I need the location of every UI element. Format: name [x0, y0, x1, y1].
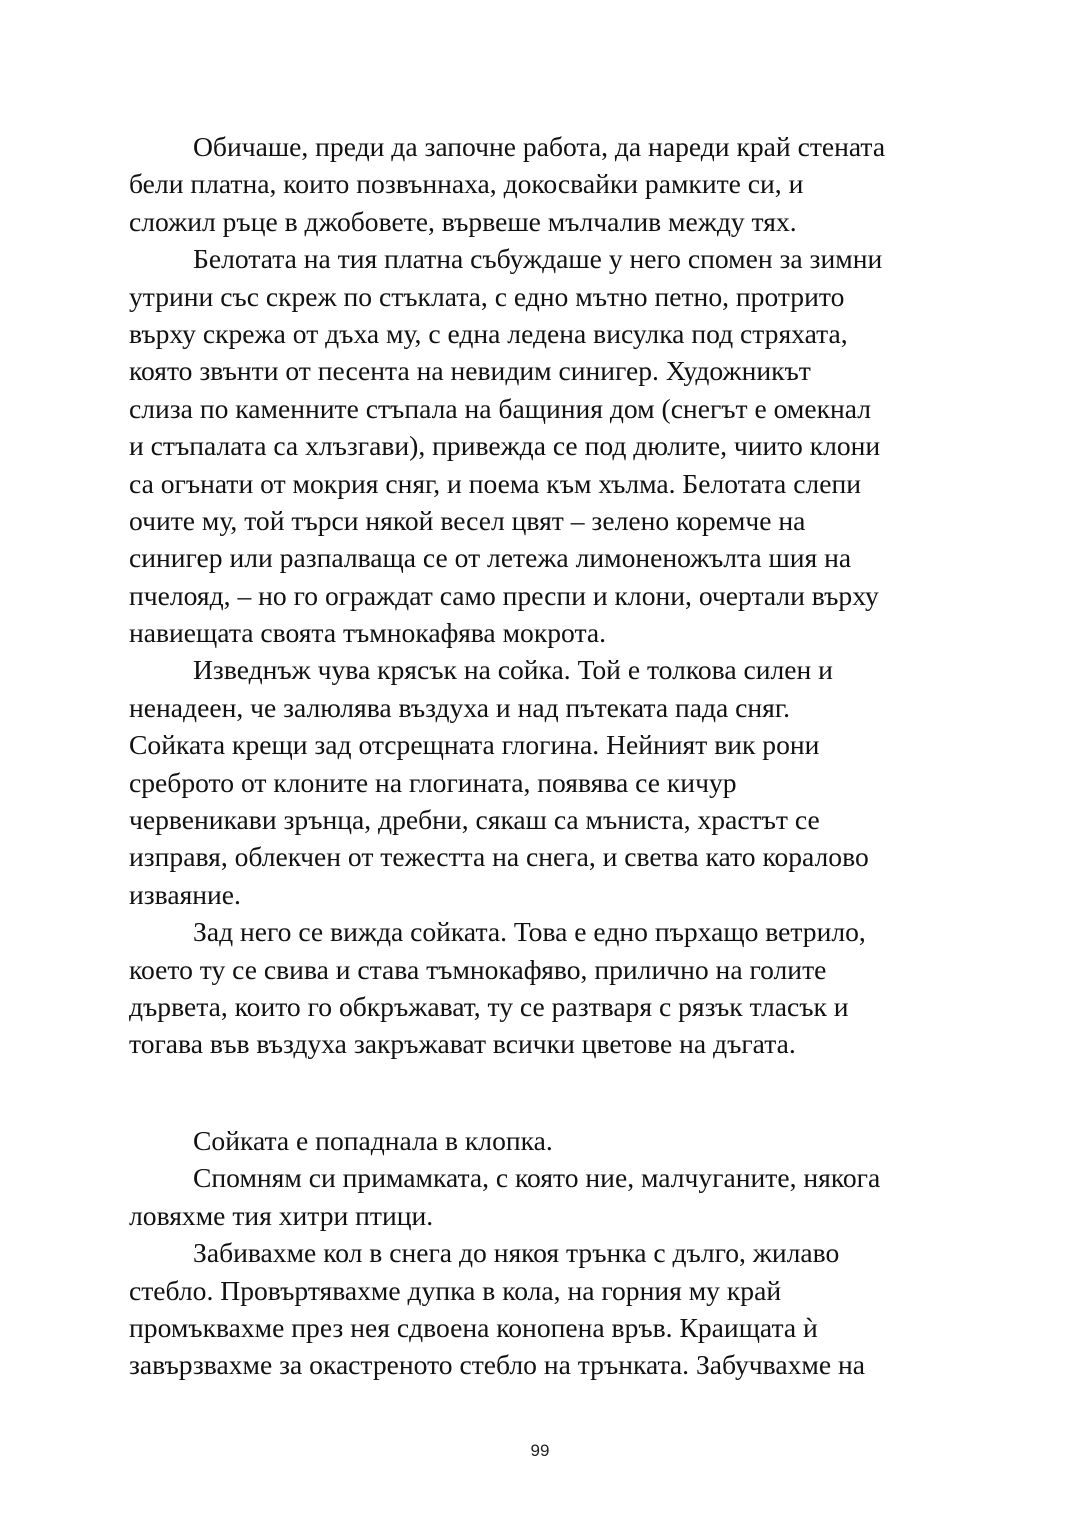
text-line: което ту се свива и става тъмнокафяво, прилично на голите [129, 953, 827, 985]
text-line: Спомням си примамката, с която ние, малчуганите, някога [193, 1162, 881, 1194]
text-line: изваяние. [129, 878, 241, 910]
text-line: и стъпалата са хлъзгави), привежда се под дюлите, чиито клони [129, 430, 881, 462]
text-line: ловяхме тия хитри птици. [129, 1199, 434, 1231]
text-line: слиза по каменните стъпала на бащиния дом (снегът е омекнал [129, 392, 872, 424]
text-line: стебло. Провъртявахме дупка в кола, на горния му край [129, 1274, 782, 1306]
text-line: синигер или разпалваща се от летежа лимоненожълта шия на [129, 542, 852, 574]
text-line: завързвахме за окастреното стебло на трънката. Забучвахме на [129, 1349, 866, 1381]
text-line: сложил ръце в джобовете, вървеше мълчалив между тях. [129, 205, 797, 237]
text-line: Обичаше, преди да започне работа, да нареди край стената [193, 131, 886, 162]
text-line: Сойката е попаднала в клопка. [193, 1125, 553, 1156]
text-line: Белотата на тия платна събуждаше у него спомен за зимни [193, 243, 883, 275]
text-line: ненадеен, че залюлява въздуха и над пътеката пада сняг. [129, 691, 790, 723]
text-line: Сойката крещи зад отсрещната глогина. Нейният вик рони [129, 729, 820, 761]
text-line: бели платна, които позвъннаха, докосвайки рамките си, и [129, 168, 804, 200]
text-line: утрини със скреж по стъклата, с едно мътно петно, протрито [129, 280, 845, 312]
text-line: промъквахме през нея сдвоена конопена връв. Краищата ѝ [129, 1311, 818, 1343]
text-line: пчелояд, – но го ограждат само преспи и клони, очертали върху [129, 579, 879, 611]
text-line: изправя, облекчен от тежестта на снега, и светва като коралово [129, 841, 869, 873]
text-line: са огънати от мокрия сняг, и поема към хълма. Белотата слепи [129, 467, 861, 499]
page-number: 99 [530, 1441, 550, 1460]
text-line: дървета, които го обкръжават, ту се разтваря с рязък тласък и [129, 990, 849, 1022]
text-block-lower [129, 1122, 959, 1384]
text-line: Зад него се вижда сойката. Това е едно пърхащо ветрило, [193, 916, 866, 948]
text-line: очите му, той търси някой весел цвят – зелено коремче на [129, 504, 806, 536]
text-line: която звънти от песента на невидим синигер. Художникът [129, 355, 811, 387]
text-line: среброто от клоните на глогината, появява се кичур [129, 766, 737, 798]
text-block-upper [129, 128, 959, 1063]
text-line: Изведнъж чува крясък на сойка. Той е толкова силен и [193, 654, 833, 686]
text-line: Забивахме кол в снега до някоя трънка с дълго, жилаво [193, 1237, 840, 1269]
text-line: тогава във въздуха закръжават всички цветове на дъгата. [129, 1028, 796, 1060]
text-line: навиещата своята тъмнокафява мокрота. [129, 617, 607, 649]
text-line: червеникави зрънца, дребни, сякаш са мъниста, храстът се [129, 804, 820, 836]
text-line: върху скрежа от дъха му, с една ледена висулка под стряхата, [129, 317, 848, 349]
